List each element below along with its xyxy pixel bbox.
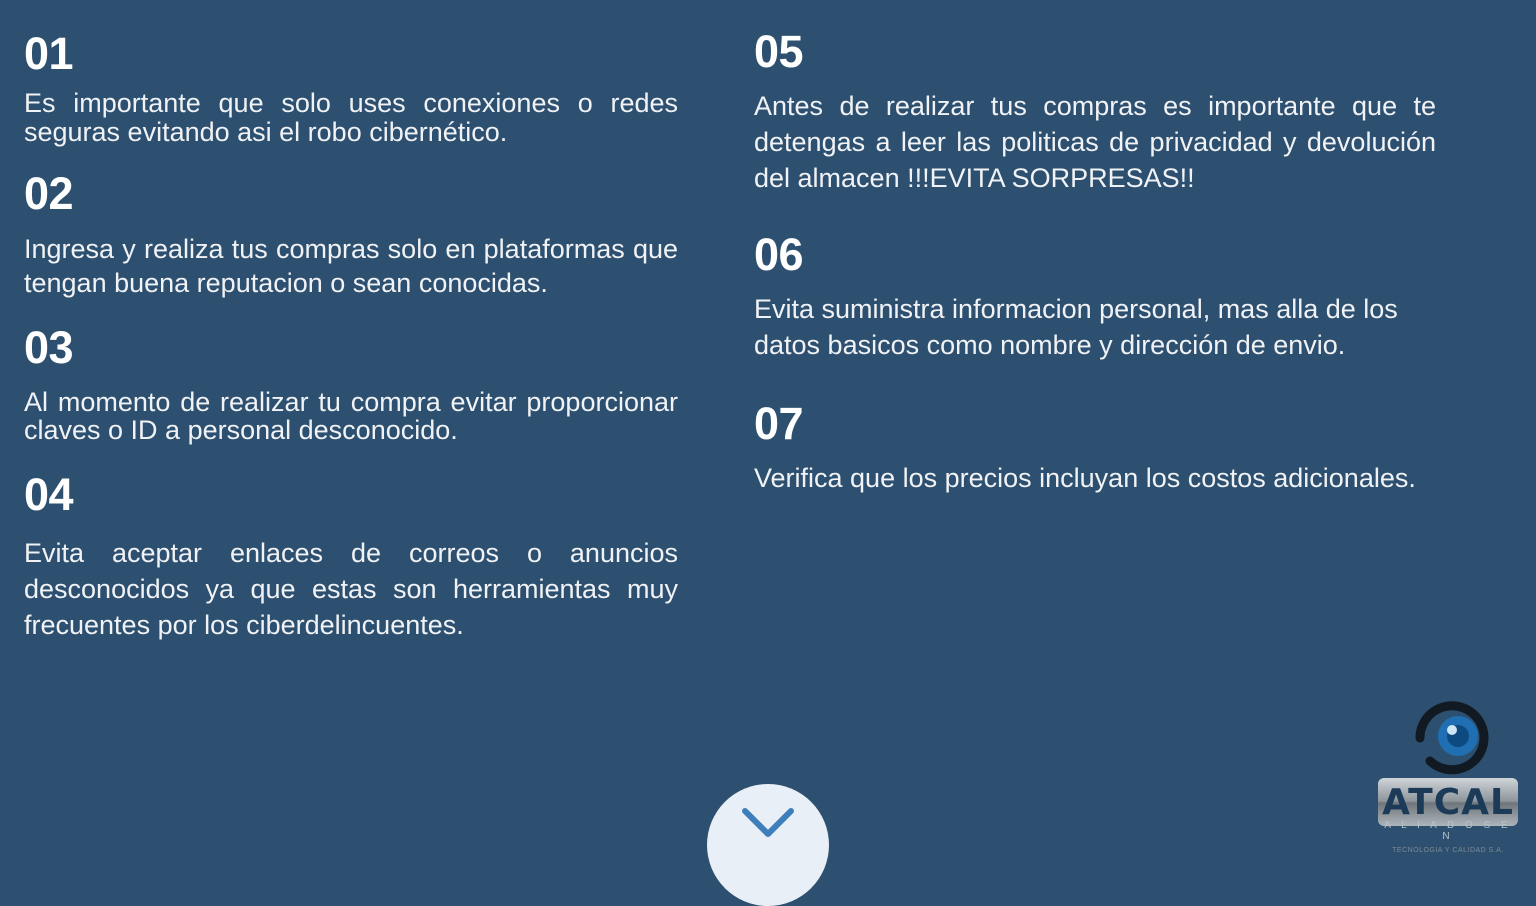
- atcal-logo: [1378, 696, 1518, 856]
- tip-number: 03: [24, 322, 74, 374]
- tip-number: 02: [24, 167, 74, 219]
- tip-text: Es importante que solo uses conexiones o redes seguras evitando asi el robo cibernético.: [24, 88, 678, 148]
- chevron-down-icon: [740, 806, 796, 840]
- scroll-down-button[interactable]: [707, 784, 829, 906]
- eye-icon: [1410, 696, 1494, 780]
- tip-number: 05: [754, 26, 804, 77]
- tip-text: Al momento de realizar tu compra evitar proporcionar claves o ID a personal desconocido.: [24, 386, 678, 446]
- tip-text: Verifica que los precios incluyan los costos adicionales.: [754, 463, 1416, 494]
- left-column: [0, 0, 706, 864]
- tip-item: [754, 28, 1436, 197]
- tip-item: [754, 228, 1436, 364]
- tip-number: 07: [754, 398, 804, 450]
- tip-number: 04: [24, 469, 74, 521]
- logo-tagline: A L I A D O S E N: [1384, 820, 1512, 842]
- tip-text: Evita aceptar enlaces de correos o anuncios desconocidos ya que estas son herramientas muy frecuentes por los ciberdelincuentes.: [24, 537, 678, 641]
- tip-item: [24, 324, 678, 445]
- tip-item: [24, 167, 678, 301]
- tip-text: Ingresa y realiza tus compras solo en plataformas que tengan buena reputacion o sean conocidas.: [24, 233, 678, 298]
- logo-subtagline: TECNOLOGIA Y CALIDAD S.A.: [1392, 847, 1504, 854]
- tip-text: Antes de realizar tus compras es importante que te detengas a leer las politicas de privacidad y devolución del almacen !!!EVITA SORPRESAS!!: [754, 91, 1436, 194]
- tip-text: Evita suministra informacion personal, mas alla de los datos basicos como nombre y dirección de envio.: [754, 294, 1398, 361]
- tip-item: [24, 471, 678, 644]
- tip-number: 06: [754, 228, 804, 280]
- logo-wordmark: ATCAL: [1378, 778, 1518, 826]
- tip-item: [754, 400, 1436, 497]
- tip-number: 01: [24, 28, 74, 79]
- tip-item: [24, 30, 678, 148]
